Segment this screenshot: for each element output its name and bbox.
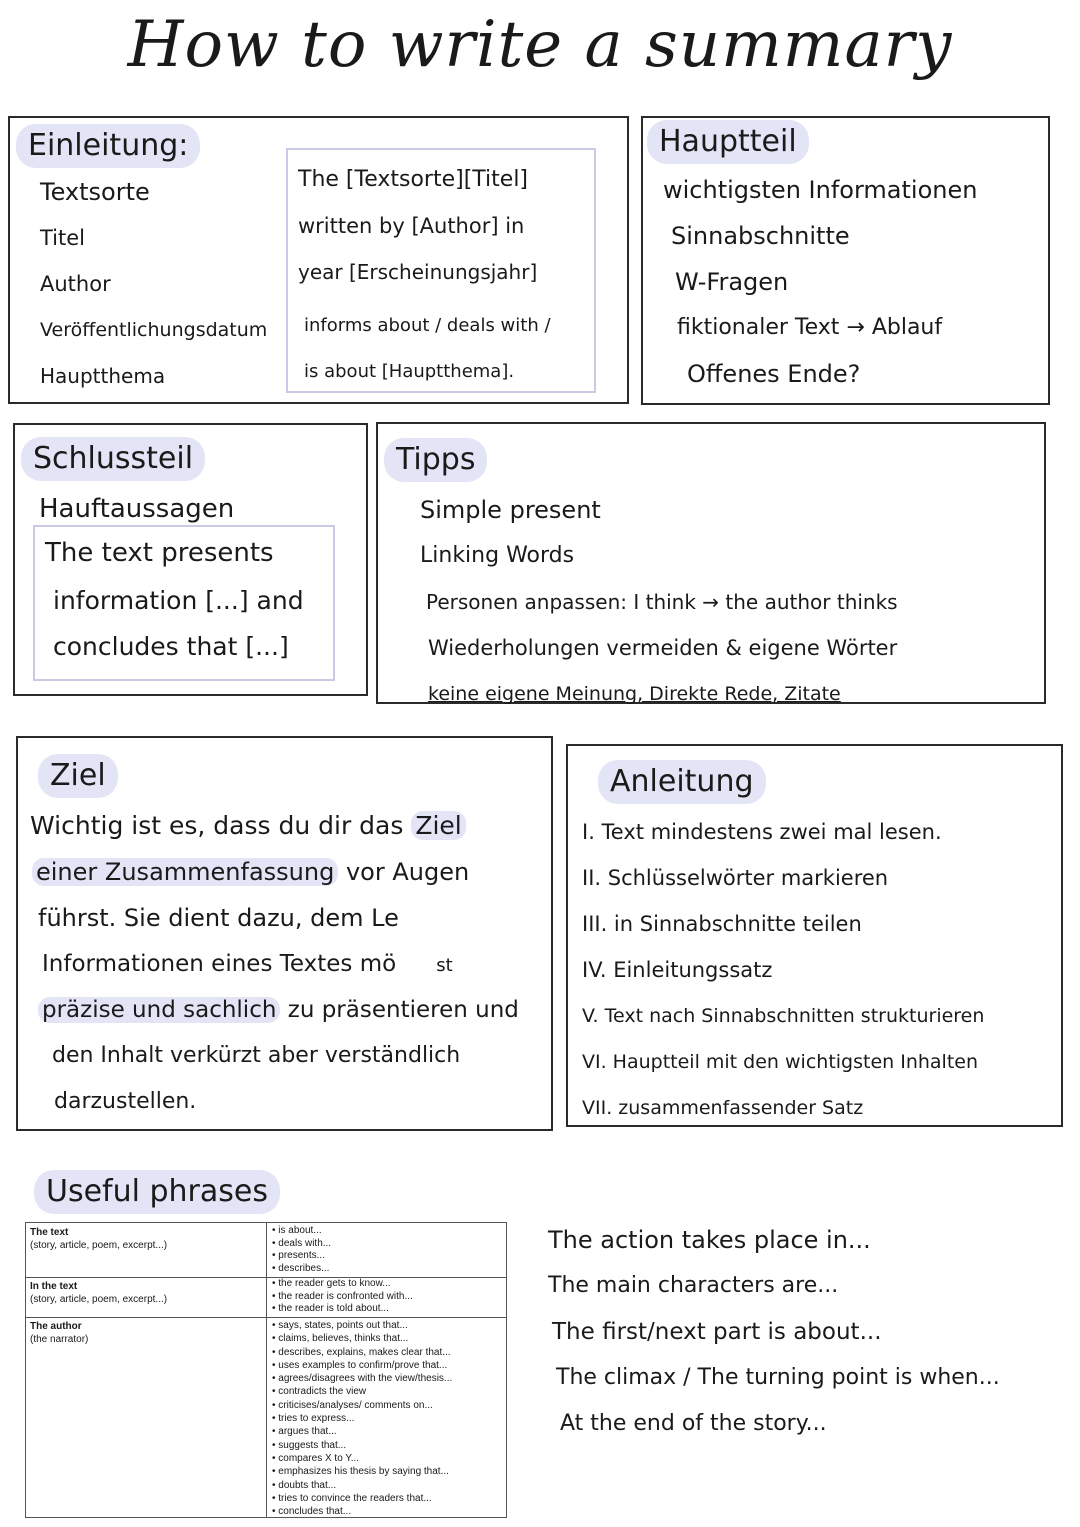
ziel-text: Informationen eines Textes mö: [42, 951, 397, 977]
tipps-item: Linking Words: [420, 543, 575, 568]
ziel-text: darzustellen.: [54, 1089, 197, 1114]
phrase-item: • is about...: [272, 1225, 504, 1238]
hauptteil-item: W-Fragen: [675, 268, 789, 296]
einleitung-box: [8, 116, 629, 404]
useful-phrases-heading: Useful phrases: [34, 1170, 280, 1214]
hauptteil-item: wichtigsten Informationen: [663, 176, 978, 204]
template-line: is about [Hauptthema].: [304, 361, 515, 382]
tipps-item: Wiederholungen vermeiden & eigene Wörter: [428, 636, 898, 660]
anleitung-step: I. Text mindestens zwei mal lesen.: [582, 820, 942, 844]
ziel-highlight: präzise und sachlich: [38, 997, 280, 1023]
phrase-item: • doubts that...: [272, 1479, 504, 1492]
phrase-item: • agrees/disagrees with the view/thesis...: [272, 1372, 504, 1385]
tipps-item: Simple present: [420, 496, 601, 524]
schlussteil-item: Hauftaussagen: [39, 494, 235, 524]
anleitung-step: V. Text nach Sinnabschnitten strukturieren: [582, 1005, 985, 1027]
phrase-line: The main characters are...: [548, 1273, 839, 1298]
einleitung-item: Titel: [40, 226, 86, 250]
table-row-items: [272, 1278, 504, 1316]
phrase-item: • tries to express...: [272, 1412, 504, 1425]
einleitung-item: Author: [40, 272, 111, 296]
schlussteil-template-box: [33, 525, 335, 681]
phrase-item: • the reader is confronted with...: [272, 1291, 504, 1304]
phrase-item: • the reader is told about...: [272, 1303, 504, 1316]
anleitung-step: VII. zusammenfassender Satz: [582, 1097, 864, 1119]
phrase-item: • describes...: [272, 1263, 504, 1276]
ziel-line: [30, 810, 466, 842]
phrase-item: • says, states, points out that...: [272, 1319, 504, 1332]
tipps-box: [376, 422, 1046, 704]
tipps-item: Personen anpassen: I think → the author thinks: [426, 590, 898, 614]
row-label: The text: [30, 1227, 69, 1238]
phrase-line: The action takes place in...: [548, 1226, 871, 1254]
schlussteil-heading: Schlussteil: [21, 437, 205, 481]
table-row-items: [272, 1319, 504, 1518]
template-line: concludes that [...]: [53, 632, 289, 661]
template-line: written by [Author] in: [298, 214, 525, 238]
phrase-item: • the reader gets to know...: [272, 1278, 504, 1291]
table-row-items: [272, 1225, 504, 1275]
schlussteil-box: [13, 423, 368, 696]
ziel-line: [42, 948, 453, 982]
einleitung-item: Hauptthema: [40, 364, 166, 388]
phrase-item: • deals with...: [272, 1238, 504, 1251]
ziel-text: Wichtig ist es, dass du dir das: [30, 811, 412, 840]
anleitung-step: VI. Hauptteil mit den wichtigsten Inhalten: [582, 1051, 979, 1073]
template-line: year [Erscheinungsjahr]: [298, 260, 538, 284]
anleitung-step: III. in Sinnabschnitte teilen: [582, 912, 862, 936]
phrase-item: • describes, explains, makes clear that...: [272, 1346, 504, 1359]
tipps-item: keine eigene Meinung, Direkte Rede, Zitate: [428, 683, 841, 705]
phrase-item: • uses examples to confirm/prove that...: [272, 1359, 504, 1372]
ziel-text: zu präsentieren und: [280, 997, 519, 1023]
phrase-item: • tries to convince the readers that...: [272, 1492, 504, 1505]
ziel-line: [32, 856, 469, 888]
ziel-text: den Inhalt verkürzt aber verständlich: [52, 1043, 461, 1068]
hauptteil-box: [641, 116, 1050, 405]
phrase-item: • claims, believes, thinks that...: [272, 1332, 504, 1345]
anleitung-heading: Anleitung: [598, 760, 766, 804]
template-line: informs about / deals with /: [304, 315, 551, 336]
page-title: How to write a summary: [127, 8, 953, 82]
row-label: In the text: [30, 1281, 78, 1292]
template-line: The [Textsorte][Titel]: [298, 167, 529, 192]
template-line: information [...] and: [53, 586, 304, 615]
tipps-heading: Tipps: [384, 438, 487, 482]
phrase-item: • concludes that...: [272, 1505, 504, 1518]
phrase-item: • criticises/analyses/ comments on...: [272, 1399, 504, 1412]
phrase-item: • suggests that...: [272, 1439, 504, 1452]
phrase-item: • argues that...: [272, 1425, 504, 1438]
ziel-highlight: einer Zusammenfassung: [32, 858, 338, 886]
ziel-line: [38, 994, 519, 1026]
phrases-table: [25, 1222, 507, 1518]
ziel-text: st: [436, 955, 453, 976]
ziel-line: [38, 902, 399, 934]
ziel-highlight: Ziel: [411, 811, 465, 840]
hauptteil-item: fiktionaler Text → Ablauf: [677, 315, 943, 340]
table-row-label: [30, 1281, 260, 1306]
phrase-item: • presents...: [272, 1250, 504, 1263]
phrase-line: The climax / The turning point is when...: [556, 1365, 1000, 1390]
hauptteil-item: Offenes Ende?: [687, 360, 861, 388]
phrase-line: At the end of the story...: [560, 1411, 827, 1436]
phrase-line: The first/next part is about...: [552, 1319, 882, 1345]
einleitung-item: Textsorte: [40, 178, 150, 206]
phrase-item: • compares X to Y...: [272, 1452, 504, 1465]
row-sublabel: (story, article, poem, excerpt...): [30, 1293, 168, 1305]
einleitung-template-box: [286, 148, 596, 393]
einleitung-item: Veröffentlichungsdatum: [40, 319, 268, 341]
table-row-label: [30, 1321, 260, 1346]
hauptteil-item: Sinnabschnitte: [671, 222, 850, 250]
ziel-heading: Ziel: [38, 754, 118, 798]
table-row-label: [30, 1227, 260, 1252]
ziel-line: [52, 1040, 460, 1072]
phrase-item: • contradicts the view: [272, 1385, 504, 1398]
anleitung-box: [566, 744, 1063, 1127]
row-sublabel: (story, article, poem, excerpt...): [30, 1239, 168, 1251]
row-sublabel: (the narrator): [30, 1333, 89, 1345]
phrase-item: • emphasizes his thesis by saying that...: [272, 1465, 504, 1478]
ziel-text: führst. Sie dient dazu, dem Le: [38, 904, 399, 932]
row-label: The author: [30, 1321, 82, 1332]
hauptteil-heading: Hauptteil: [647, 120, 809, 164]
ziel-line: [54, 1086, 196, 1118]
ziel-text: vor Augen: [338, 858, 470, 886]
einleitung-heading: Einleitung:: [16, 124, 200, 168]
anleitung-step: IV. Einleitungssatz: [582, 958, 773, 982]
template-line: The text presents: [45, 538, 274, 568]
anleitung-step: II. Schlüsselwörter markieren: [582, 866, 889, 890]
ziel-box: [16, 736, 553, 1131]
